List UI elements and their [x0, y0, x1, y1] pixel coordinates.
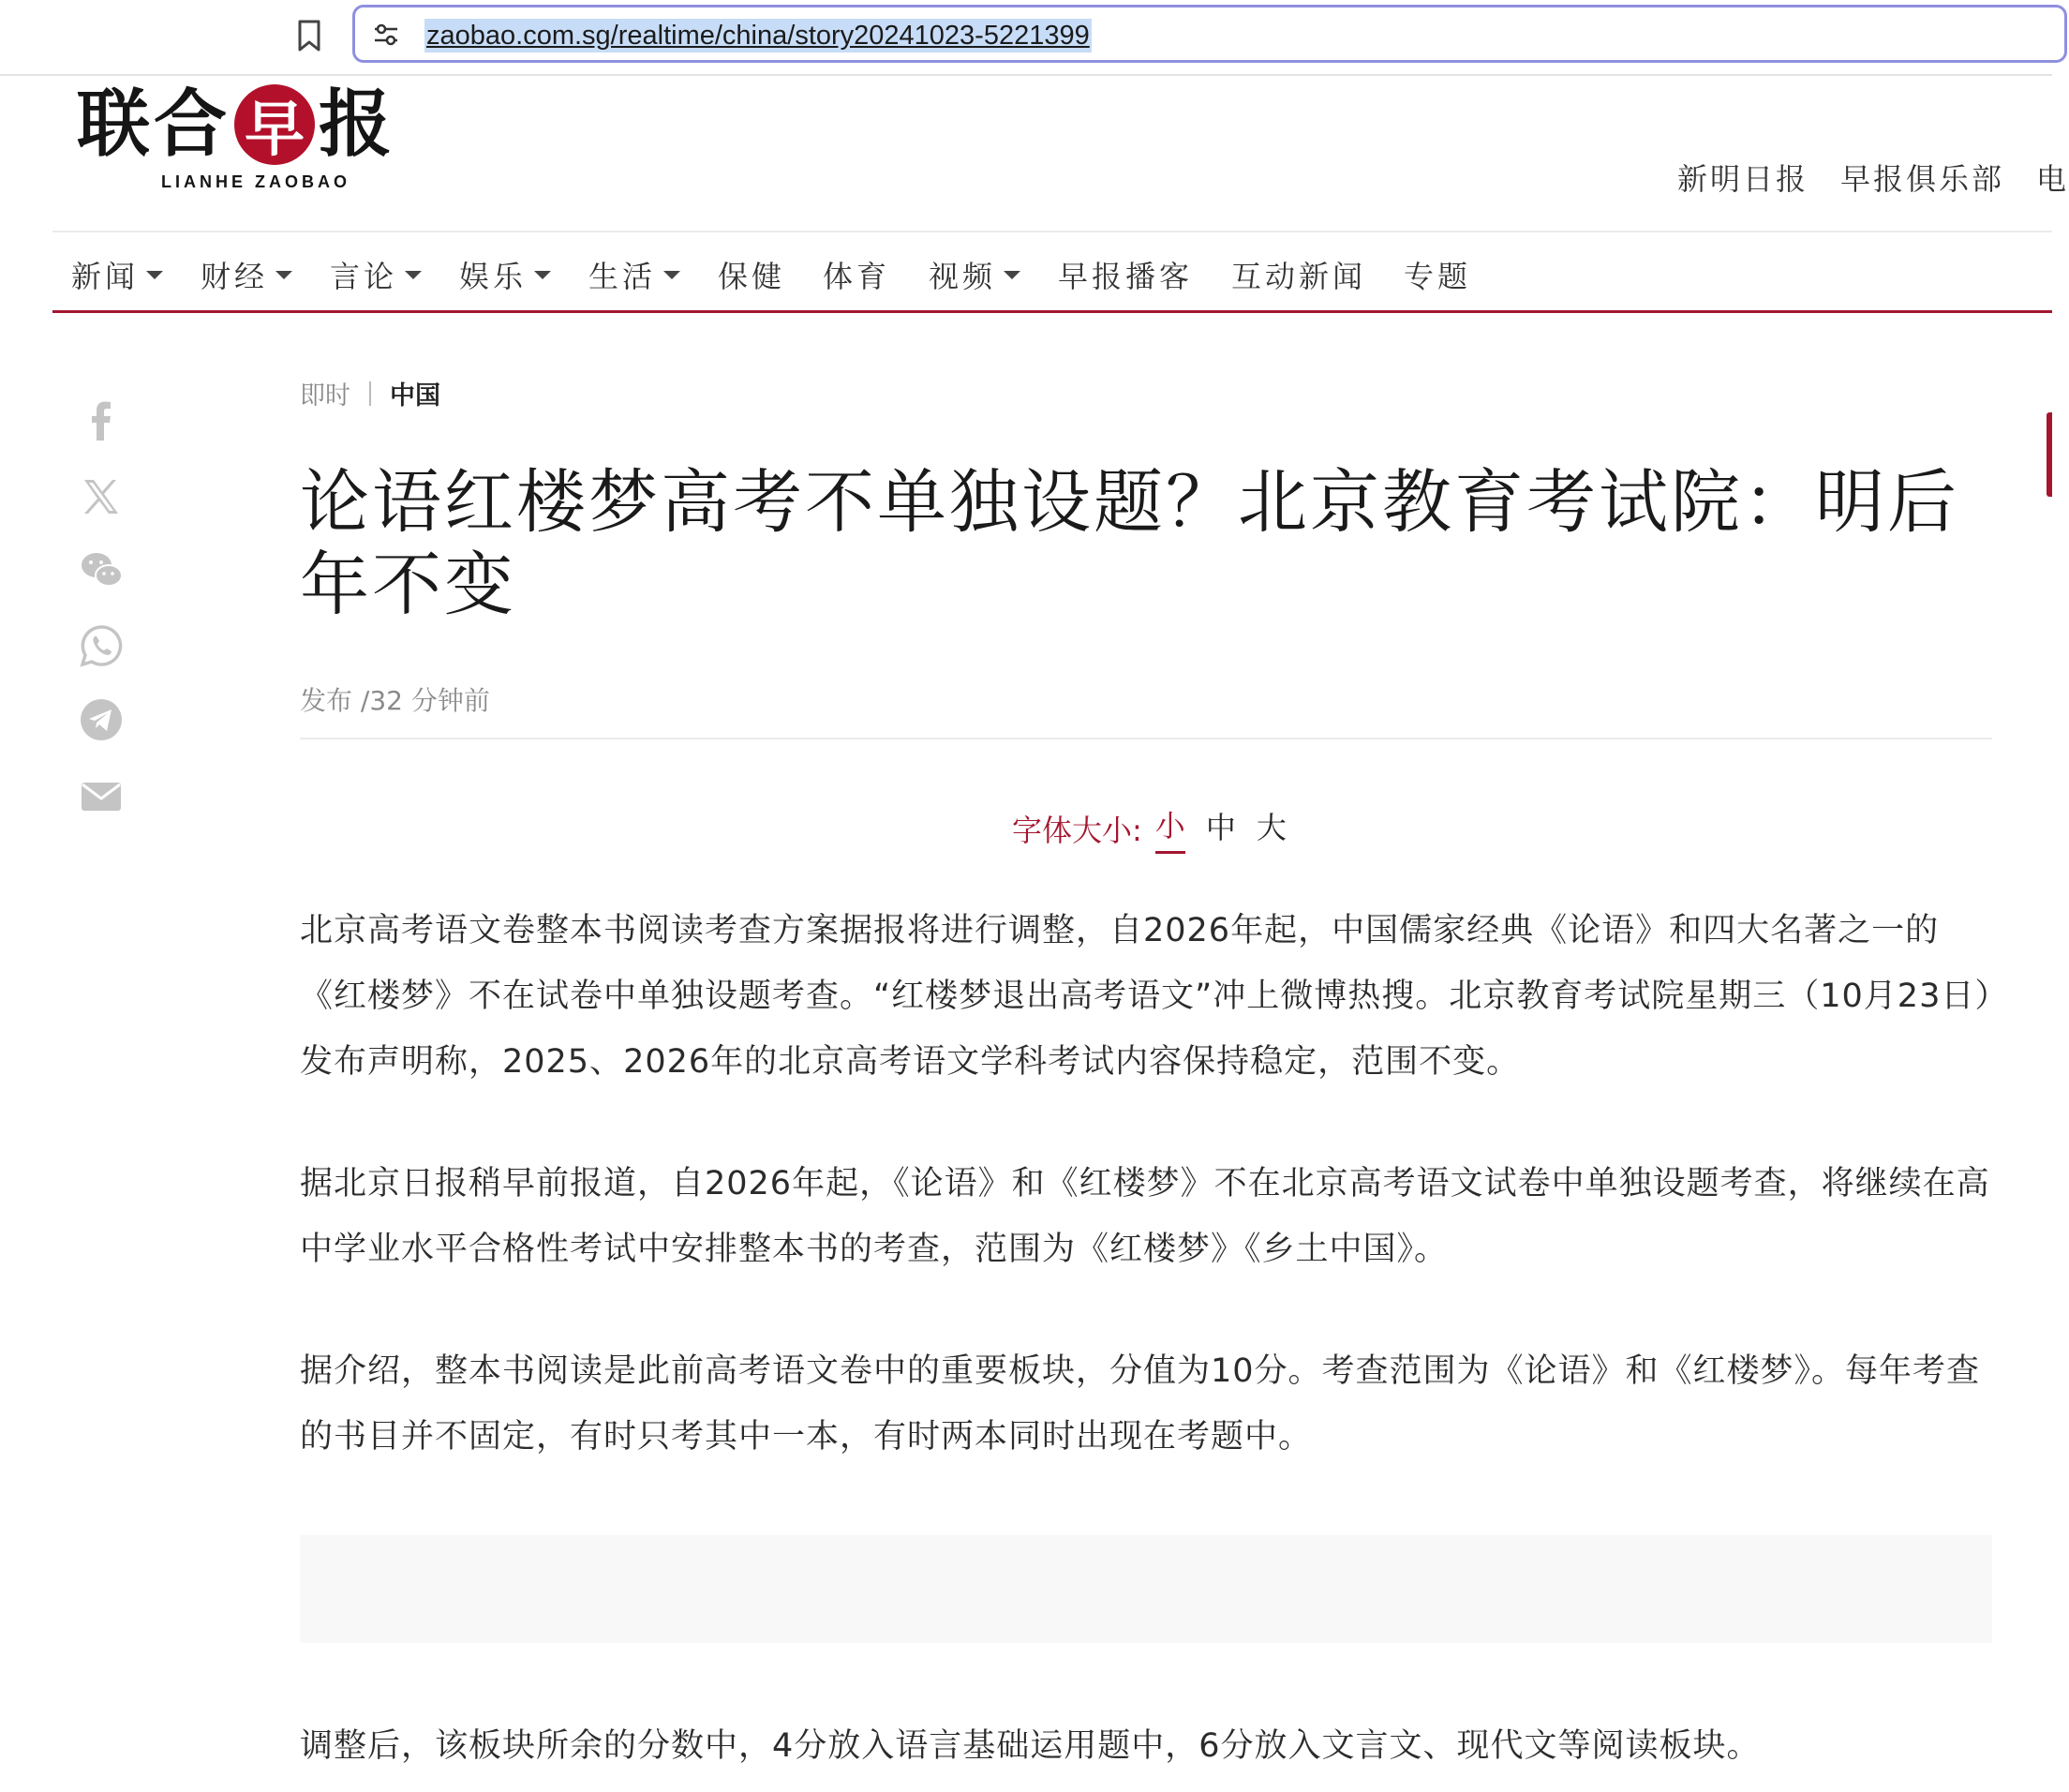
breadcrumb-realtime[interactable]: 即时 — [300, 381, 350, 411]
nav-item-special[interactable]: 专题 — [1404, 259, 1472, 294]
telegram-icon[interactable] — [79, 697, 124, 742]
top-links — [1677, 156, 2069, 199]
font-size-label: 字体大小: — [1012, 812, 1142, 848]
nav-item-podcast[interactable]: 早报播客 — [1058, 259, 1194, 294]
x-icon[interactable] — [79, 474, 124, 519]
url-text[interactable]: zaobao.com.sg/realtime/china/story20241023-5221399 — [426, 21, 1090, 51]
article-paragraph-1: 北京高考语文卷整本书阅读考查方案据报将进行调整，自2026年起，中国儒家经典《论语》和四大名著之一的《红楼梦》不在试卷中单独设题考查。“红楼梦退出高考语文”冲上微博热搜。北京教育考试院星期三（10月23日）发布声明称，2025、2026年的北京高考语文学科考试内容保持稳定，范围不变。 — [300, 912, 1992, 1081]
caret-down-icon — [1004, 271, 1020, 279]
logo-subtitle: LIANHE ZAOBAO — [161, 172, 350, 191]
article-paragraph-4: 调整后，该板块所余的分数中，4分放入语言基础运用题中，6分放入文言文、现代文等阅读板块。 — [300, 1727, 1761, 1765]
breadcrumb-china[interactable]: 中国 — [390, 381, 440, 411]
breadcrumb-separator — [369, 381, 371, 406]
article-paragraph-2: 据北京日报稍早前报道，自2026年起，《论语》和《红楼梦》不在北京高考语文试卷中单独设题考查，将继续在高中学业水平合格性考试中安排整本书的考查，范围为《红楼梦》《乡土中国》。 — [300, 1165, 1990, 1268]
caret-down-icon — [534, 271, 551, 279]
main-nav — [52, 247, 2052, 311]
nav-item-interactive[interactable]: 互动新闻 — [1231, 259, 1367, 294]
nav-item-video[interactable]: 视频 — [929, 253, 1020, 296]
top-link-xinming[interactable]: 新明日报 — [1677, 161, 1809, 197]
nav-item-news[interactable]: 新闻 — [71, 253, 163, 296]
caret-down-icon — [405, 271, 422, 279]
facebook-icon[interactable] — [79, 397, 124, 442]
nav-item-lifestyle[interactable]: 生活 — [588, 253, 680, 296]
nav-item-sports[interactable]: 体育 — [823, 259, 891, 294]
font-size-control — [1012, 802, 1307, 854]
address-bar[interactable] — [352, 5, 2067, 63]
masthead-divider — [52, 231, 2052, 232]
nav-accent-rule — [52, 310, 2052, 313]
logo-char-1: 联 — [77, 82, 155, 167]
breadcrumb — [300, 375, 440, 411]
font-size-small[interactable]: 小 — [1155, 802, 1185, 854]
top-link-club[interactable]: 早报俱乐部 — [1840, 161, 2005, 197]
zaobao-logo[interactable] — [77, 82, 424, 195]
nav-item-opinion[interactable]: 言论 — [330, 253, 422, 296]
nav-item-entertainment[interactable]: 娱乐 — [459, 253, 551, 296]
bookmark-icon[interactable] — [296, 19, 322, 52]
side-widget-tab[interactable] — [2047, 412, 2052, 497]
nav-item-finance[interactable]: 财经 — [201, 253, 292, 296]
logo-char-2: 合 — [154, 82, 231, 167]
logo-char-3-circle: 早 — [234, 84, 315, 165]
caret-down-icon — [146, 271, 163, 279]
top-link-more[interactable]: 电 — [2036, 161, 2069, 197]
caret-down-icon — [275, 271, 292, 279]
publish-time: 发布 /32 分钟前 — [300, 685, 490, 716]
article-headline: 论语红楼梦高考不单独设题？北京教育考试院：明后年不变 — [300, 462, 1959, 625]
email-icon[interactable] — [79, 774, 124, 819]
font-size-large[interactable]: 大 — [1256, 809, 1287, 845]
article-paragraph-3: 据介绍，整本书阅读是此前高考语文卷中的重要板块，分值为10分。考查范围为《论语》和《红楼梦》。每年考查的书目并不固定，有时只考其中一本，有时两本同时出现在考题中。 — [300, 1352, 1981, 1456]
wechat-icon[interactable] — [79, 548, 124, 593]
browser-toolbar — [0, 0, 2052, 76]
site-settings-icon[interactable] — [372, 21, 400, 49]
font-size-medium[interactable]: 中 — [1205, 809, 1236, 845]
ad-placeholder — [300, 1535, 1992, 1643]
caret-down-icon — [663, 271, 680, 279]
meta-divider — [300, 738, 1992, 739]
whatsapp-icon[interactable] — [79, 623, 124, 668]
logo-char-4: 报 — [319, 82, 396, 167]
nav-item-health[interactable]: 保健 — [718, 259, 786, 294]
